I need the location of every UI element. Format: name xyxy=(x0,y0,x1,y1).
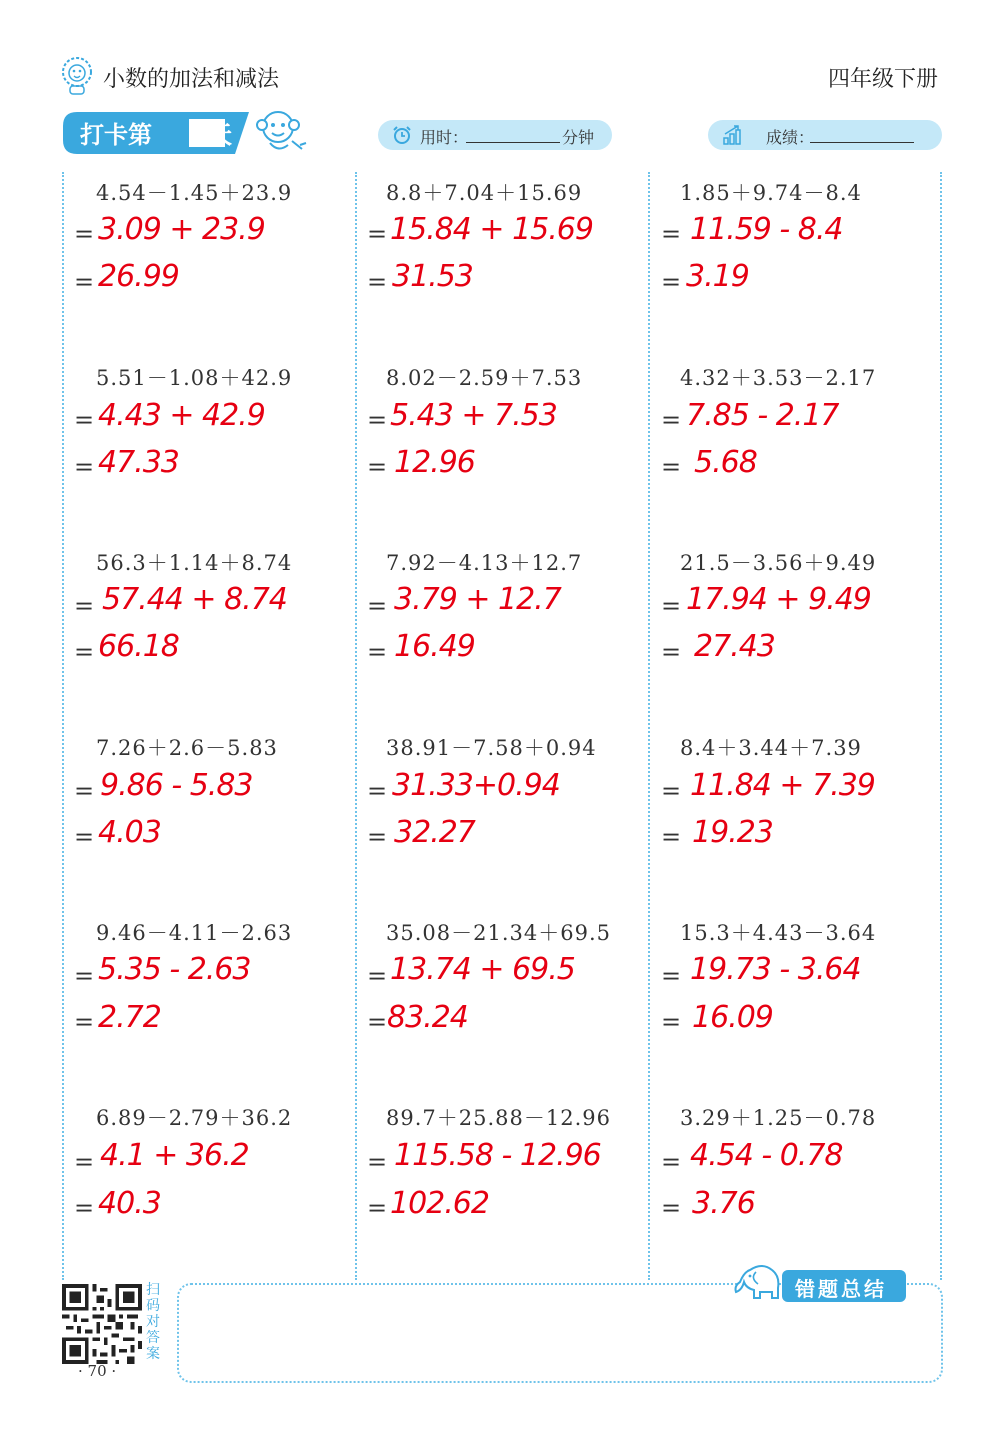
answer-step-1: 4.54 - 0.78 xyxy=(690,1138,843,1173)
problem-text: 4.54－1.45＋23.9 xyxy=(96,181,293,205)
answer-step-1: 5.43 + 7.53 xyxy=(390,398,557,433)
equals-sign: = xyxy=(367,962,388,990)
problem-text: 7.26＋2.6－5.83 xyxy=(96,736,278,760)
equals-sign: = xyxy=(367,406,388,434)
equals-sign: = xyxy=(74,592,95,620)
equals-sign: = xyxy=(367,220,388,248)
score-input-line[interactable] xyxy=(810,142,914,143)
equals-sign: = xyxy=(74,220,95,248)
answer-step-1: 4.1 + 36.2 xyxy=(100,1138,249,1173)
equals-sign: = xyxy=(661,406,682,434)
answer-step-1: 3.79 + 12.7 xyxy=(394,582,561,617)
equals-sign: = xyxy=(661,220,682,248)
score-label: 成绩： xyxy=(766,128,815,147)
problem-text: 9.46－4.11－2.63 xyxy=(96,921,293,945)
answer-step-1: 11.84 + 7.39 xyxy=(690,768,875,803)
qr-caption: 扫码对答案 xyxy=(146,1282,160,1362)
problem-text: 38.91－7.58＋0.94 xyxy=(386,736,597,760)
problem-text: 5.51－1.08＋42.9 xyxy=(96,366,293,390)
equals-sign: = xyxy=(661,268,682,296)
mistake-summary-label: 错题总结 xyxy=(795,1277,887,1301)
answer-step-1: 11.59 - 8.4 xyxy=(690,212,843,247)
equals-sign: = xyxy=(367,777,388,805)
grade-label: 四年级下册 xyxy=(827,67,938,92)
answer-step-2: 102.62 xyxy=(390,1186,489,1221)
answer-step-2: 3.19 xyxy=(686,259,749,294)
equals-sign: = xyxy=(661,453,682,481)
time-label: 用时： xyxy=(420,128,469,147)
answer-step-2: 32.27 xyxy=(394,815,475,850)
problem-text: 7.92－4.13＋12.7 xyxy=(386,551,583,575)
answer-step-2: 16.49 xyxy=(394,629,475,664)
alarm-clock-icon xyxy=(392,125,412,145)
qr-code[interactable] xyxy=(62,1284,142,1364)
equals-sign: = xyxy=(661,1008,682,1036)
equals-sign: = xyxy=(661,638,682,666)
equals-sign: = xyxy=(661,1148,682,1176)
checkin-prefix: 打卡第 xyxy=(80,121,152,149)
equals-sign: = xyxy=(367,268,388,296)
equals-sign: = xyxy=(367,1194,388,1222)
equals-sign: = xyxy=(661,1194,682,1222)
equals-sign: = xyxy=(74,777,95,805)
answer-step-2: 19.23 xyxy=(692,815,773,850)
equals-sign: = xyxy=(661,823,682,851)
problem-text: 8.4＋3.44＋7.39 xyxy=(680,736,862,760)
equals-sign: = xyxy=(74,1194,95,1222)
equals-sign: = xyxy=(367,592,388,620)
column-divider xyxy=(940,172,942,1280)
answer-step-2: 27.43 xyxy=(694,629,775,664)
problem-text: 21.5－3.56＋9.49 xyxy=(680,551,877,575)
column-divider xyxy=(648,172,650,1280)
problem-text: 3.29＋1.25－0.78 xyxy=(680,1106,877,1130)
equals-sign: = xyxy=(367,453,388,481)
answer-step-2: 31.53 xyxy=(392,259,473,294)
score-chart-icon xyxy=(722,125,742,145)
answer-step-1: 7.85 - 2.17 xyxy=(686,398,839,433)
answer-step-1: 5.35 - 2.63 xyxy=(98,952,251,987)
elephant-icon xyxy=(732,1262,786,1304)
answer-step-1: 17.94 + 9.49 xyxy=(686,582,871,617)
answer-step-2: 40.3 xyxy=(98,1186,161,1221)
equals-sign: = xyxy=(74,268,95,296)
answer-step-2: 47.33 xyxy=(98,445,179,480)
equals-sign: = xyxy=(367,1008,388,1036)
score-field xyxy=(708,120,942,150)
page-number: · 70 · xyxy=(78,1362,117,1380)
answer-step-2: 5.68 xyxy=(694,445,757,480)
problem-text: 35.08－21.34＋69.5 xyxy=(386,921,611,945)
problem-text: 8.02－2.59＋7.53 xyxy=(386,366,583,390)
answer-step-1: 13.74 + 69.5 xyxy=(390,952,575,987)
answer-step-1: 3.09 + 23.9 xyxy=(98,212,265,247)
equals-sign: = xyxy=(74,1008,95,1036)
answer-step-1: 115.58 - 12.96 xyxy=(394,1138,601,1173)
problem-text: 6.89－2.79＋36.2 xyxy=(96,1106,293,1130)
time-field xyxy=(378,120,612,150)
time-input-line[interactable] xyxy=(466,142,560,143)
problem-text: 4.32＋3.53－2.17 xyxy=(680,366,877,390)
equals-sign: = xyxy=(661,777,682,805)
problem-text: 89.7＋25.88－12.96 xyxy=(386,1106,611,1130)
equals-sign: = xyxy=(74,962,95,990)
time-unit: 分钟 xyxy=(562,128,595,147)
equals-sign: = xyxy=(74,453,95,481)
answer-step-1: 31.33+0.94 xyxy=(392,768,560,803)
problem-text: 8.8＋7.04＋15.69 xyxy=(386,181,583,205)
problem-text: 56.3＋1.14＋8.74 xyxy=(96,551,293,575)
equals-sign: = xyxy=(367,1148,388,1176)
answer-step-2: 83.24 xyxy=(387,1000,468,1035)
equals-sign: = xyxy=(74,1148,95,1176)
equals-sign: = xyxy=(74,823,95,851)
equals-sign: = xyxy=(661,592,682,620)
answer-step-2: 3.76 xyxy=(692,1186,755,1221)
equals-sign: = xyxy=(367,638,388,666)
answer-step-1: 19.73 - 3.64 xyxy=(690,952,861,987)
answer-step-2: 12.96 xyxy=(394,445,475,480)
equals-sign: = xyxy=(74,406,95,434)
answer-step-1: 4.43 + 42.9 xyxy=(98,398,265,433)
answer-step-2: 2.72 xyxy=(98,1000,161,1035)
column-divider xyxy=(355,172,357,1280)
answer-step-2: 16.09 xyxy=(692,1000,773,1035)
answer-step-1: 15.84 + 15.69 xyxy=(390,212,593,247)
lion-mascot-icon xyxy=(60,56,94,96)
column-divider xyxy=(62,172,64,1280)
equals-sign: = xyxy=(661,962,682,990)
equals-sign: = xyxy=(74,638,95,666)
answer-step-2: 26.99 xyxy=(98,259,179,294)
checkin-suffix: 天 xyxy=(208,121,232,149)
answer-step-1: 9.86 - 5.83 xyxy=(100,768,253,803)
equals-sign: = xyxy=(367,823,388,851)
answer-step-2: 4.03 xyxy=(98,815,161,850)
chapter-title: 小数的加法和减法 xyxy=(103,67,280,92)
monkey-mascot-icon xyxy=(252,105,310,155)
problem-text: 15.3＋4.43－3.64 xyxy=(680,921,877,945)
answer-step-2: 66.18 xyxy=(98,629,179,664)
problem-text: 1.85＋9.74－8.4 xyxy=(680,181,862,205)
answer-step-1: 57.44 + 8.74 xyxy=(102,582,287,617)
